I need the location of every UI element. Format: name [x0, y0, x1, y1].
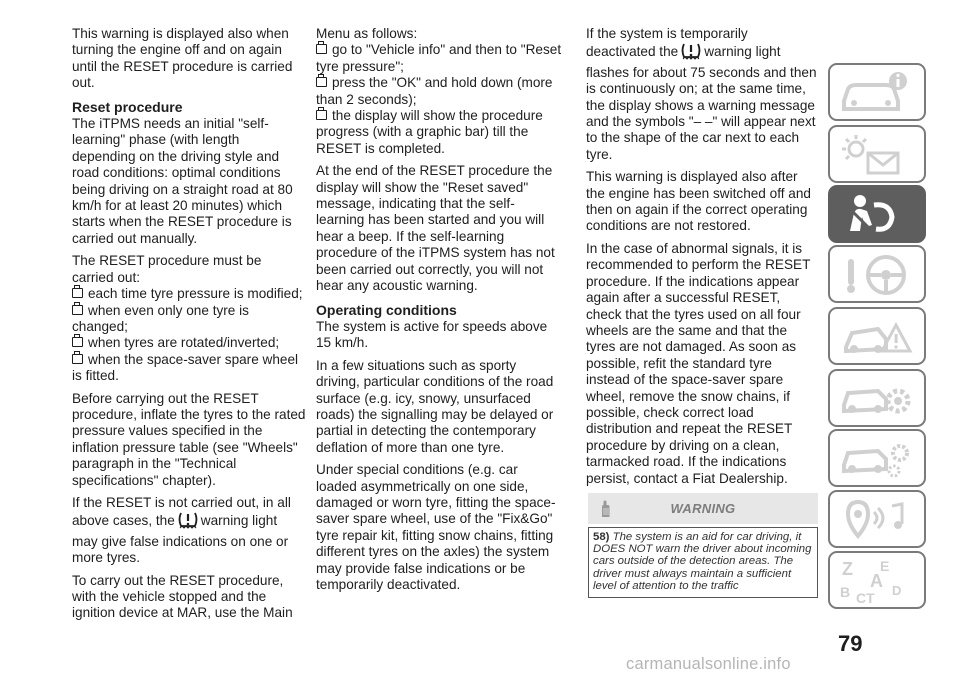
svg-text:Z: Z	[842, 559, 853, 579]
svg-text:A: A	[870, 571, 883, 591]
in-an-emergency-icon	[830, 309, 924, 363]
servicing-and-care-icon	[830, 371, 924, 425]
column-3	[586, 26, 818, 493]
tyre-pressure-warning-icon	[177, 511, 199, 533]
paragraph: This warning is displayed also after the engine has been switched off and then on again if the correct operating conditions are not restored.	[586, 169, 811, 234]
paragraph: Before carrying out the RESET procedure, inflate the tyres to the rated pressure values specified in the inflation pressure table (see "Wheels" paragraph in the "Technical specifications" chapter).	[72, 390, 306, 488]
lights-and-messages-icon	[830, 127, 924, 181]
paragraph: In a few situations such as sporty driving, particular conditions of the road surface (e.g. icy, snowy, unsurfaced roads) the signalling may be delayed or partial in detecting the contemporary deflation of more than one tyre.	[316, 357, 554, 455]
tyre-pressure-warning-icon	[680, 42, 702, 64]
tab-technical-specifications[interactable]	[828, 429, 926, 487]
warning-title: WARNING	[670, 501, 736, 516]
paragraph: In the case of abnormal signals, it is recommended to perform the RESET procedure. If the indications appear again after a successful RESET, check that the tyres used on all four wheels are the same and that the tyres are not damaged. As soon as possible, refit the standard tyre instead of the space-saver spare wheel, remove the snow chains, if possible, check correct load distribution and repeat the RESET procedure by driving on a clean, tarmacked road. If the indications persist, contact a Fiat Dealership.	[586, 240, 811, 486]
watermark: carmanualsonline.info	[626, 655, 791, 673]
svg-text:C: C	[856, 590, 867, 606]
tab-index[interactable]	[828, 551, 926, 609]
tab-safety[interactable]	[828, 185, 926, 243]
warning-box	[588, 493, 818, 598]
starting-and-driving-icon	[830, 247, 924, 301]
svg-text:D: D	[892, 583, 902, 598]
paragraph: To carry out the RESET procedure, with the vehicle stopped and the ignition device at MAR, use the Main	[72, 572, 293, 621]
paragraph: If the RESET is not carried out, in all above cases, the warning light may give false indications on one or more tyres.	[72, 494, 291, 566]
heading-reset-procedure: Reset procedure	[72, 98, 183, 115]
list-item: go to "Vehicle info" and then to "Reset tyre pressure";	[316, 42, 562, 74]
checkbox-bullet-icon	[72, 305, 83, 315]
heading-operating-conditions: Operating conditions	[316, 301, 457, 318]
column-1	[72, 26, 306, 628]
tab-multimedia[interactable]	[828, 490, 926, 548]
tab-lights-and-messages[interactable]	[828, 125, 926, 183]
checkbox-bullet-icon	[72, 354, 83, 364]
list-item: each time tyre pressure is modified;	[72, 286, 306, 302]
paragraph: The RESET procedure must be carried out:	[72, 253, 262, 285]
tab-servicing-and-care[interactable]	[828, 369, 926, 427]
page-number: 79	[838, 631, 863, 656]
list-item: when the space-saver spare wheel is fitted.	[72, 351, 299, 384]
warning-header	[588, 493, 818, 524]
list-item: the display will show the procedure progress (with a graphic bar) till the RESET is completed.	[316, 108, 543, 156]
tab-starting-and-driving[interactable]	[828, 245, 926, 303]
checkbox-bullet-icon	[72, 337, 83, 347]
checkbox-bullet-icon	[72, 288, 83, 298]
checkbox-bullet-icon	[316, 44, 327, 54]
checkbox-bullet-icon	[316, 77, 327, 87]
bullet-list	[72, 286, 306, 384]
svg-text:T: T	[866, 590, 875, 606]
paragraph: The system is active for speeds above 15 km/h.	[316, 318, 548, 351]
paragraph: This warning is displayed also when turning the engine off and on again until the RESET procedure is carried out.	[72, 26, 293, 91]
multimedia-icon	[830, 492, 924, 546]
svg-text:E: E	[880, 558, 890, 574]
bullet-list	[316, 42, 562, 157]
svg-text:B: B	[840, 584, 851, 600]
checkbox-bullet-icon	[316, 110, 327, 120]
column-2	[316, 26, 562, 599]
paragraph: At the end of the RESET procedure the display will show the "Reset saved" message, indicating that the self-learning has been started and you will hear a beep. If the self-learning procedure of the iTPMS system has not been carried out correctly, you will not hear any acoustic warning.	[316, 163, 555, 294]
paragraph: The iTPMS needs an initial "self-learning" phase (with length depending on the driving style and road conditions: optimal conditions being driving on a straight road at 80 km/h for at least 20 minutes) which starts when the RESET procedure is carried out manually.	[72, 116, 293, 246]
list-item: when even only one tyre is changed;	[72, 302, 249, 334]
warning-number: 58)	[593, 531, 610, 543]
tab-in-an-emergency[interactable]	[828, 307, 926, 365]
safety-seatbelt-airbag-icon	[830, 187, 924, 241]
warning-text: 58) The system is an aid for car driving, it DOES NOT warn the driver about incoming cars outside of the detection areas. The driver must always maintain a sufficient level of attention to the traffic	[588, 527, 818, 598]
tab-car-info[interactable]	[828, 63, 926, 121]
technical-specifications-icon	[830, 431, 924, 485]
car-info-icon	[830, 65, 924, 119]
index-icon	[830, 553, 924, 607]
paragraph: Menu as follows:	[316, 26, 418, 41]
paragraph: Under special conditions (e.g. car loaded asymmetrically on one side, damaged or worn tyre, fitting the space-saver spare wheel, use of the "Fix&Go" tyre repair kit, fitting snow chains, fitting different tyres on the axles) the system may provide false indications or be temporarily deactivated.	[316, 462, 556, 592]
paragraph: If the system is temporarily deactivated the warning light flashes for about 75 seconds and then is continuously on; at the same time, the display shows a warning message and the symbols "– –" will appear next to the shape of the car next to each tyre.	[586, 26, 817, 162]
list-item: press the "OK" and hold down (more than 2 seconds);	[316, 75, 553, 107]
list-item: when tyres are rotated/inverted;	[72, 335, 306, 351]
